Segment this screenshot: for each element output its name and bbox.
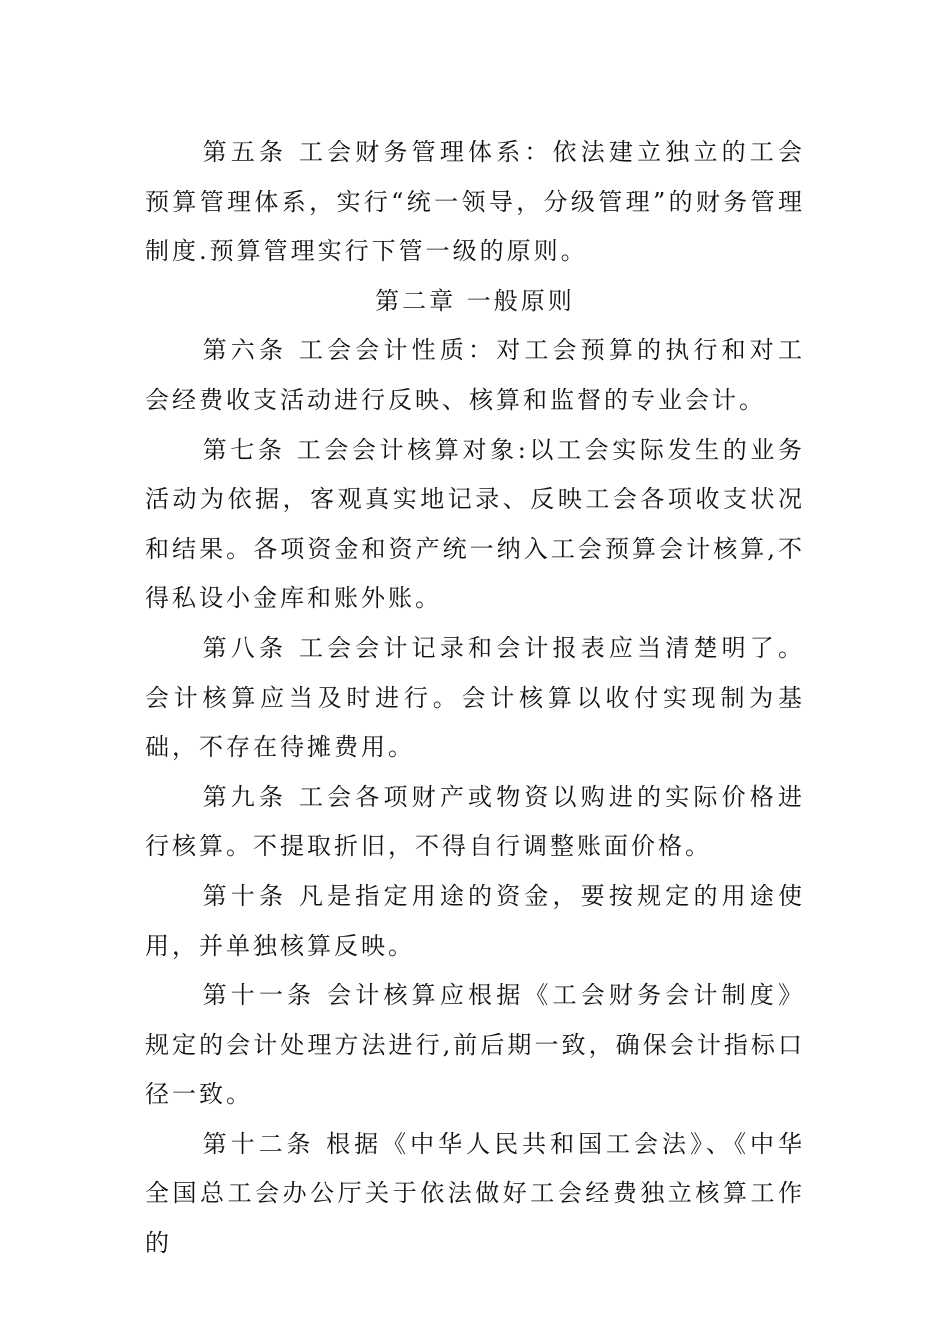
chapter-heading: 第二章 一般原则 bbox=[375, 286, 575, 315]
article-8: 第八条 工会会计记录和会计报表应当清楚明了。会计核算应当及时进行。会计核算以收付实现制为基础，不存在待摊费用。 bbox=[145, 633, 805, 762]
article-9: 第九条 工会各项财产或物资以购进的实际价格进行核算。不提取折旧，不得自行调整账面价格。 bbox=[145, 782, 805, 861]
article-5: 第五条 工会财务管理体系：依法建立独立的工会预算管理体系，实行“统一领导，分级管理”的财务管理制度.预算管理实行下管一级的原则。 bbox=[145, 138, 805, 266]
article-6: 第六条 工会会计性质：对工会预算的执行和对工会经费收支活动进行反映、核算和监督的专业会计。 bbox=[145, 336, 805, 414]
article-10: 第十条 凡是指定用途的资金，要按规定的用途使用，并单独核算反映。 bbox=[145, 881, 805, 960]
article-7: 第七条 工会会计核算对象:以工会实际发生的业务活动为依据，客观真实地记录、反映工会各项收支状况和结果。各项资金和资产统一纳入工会预算会计核算,不得私设小金库和账外账。 bbox=[145, 435, 805, 613]
document-body bbox=[145, 128, 805, 1269]
article-12: 第十二条 根据《中华人民共和国工会法》、《中华全国总工会办公厅关于依法做好工会经费独立核算工作的 bbox=[145, 1129, 805, 1258]
article-11: 第十一条 会计核算应根据《工会财务会计制度》规定的会计处理方法进行,前后期一致，确保会计指标口径一致。 bbox=[145, 981, 805, 1109]
